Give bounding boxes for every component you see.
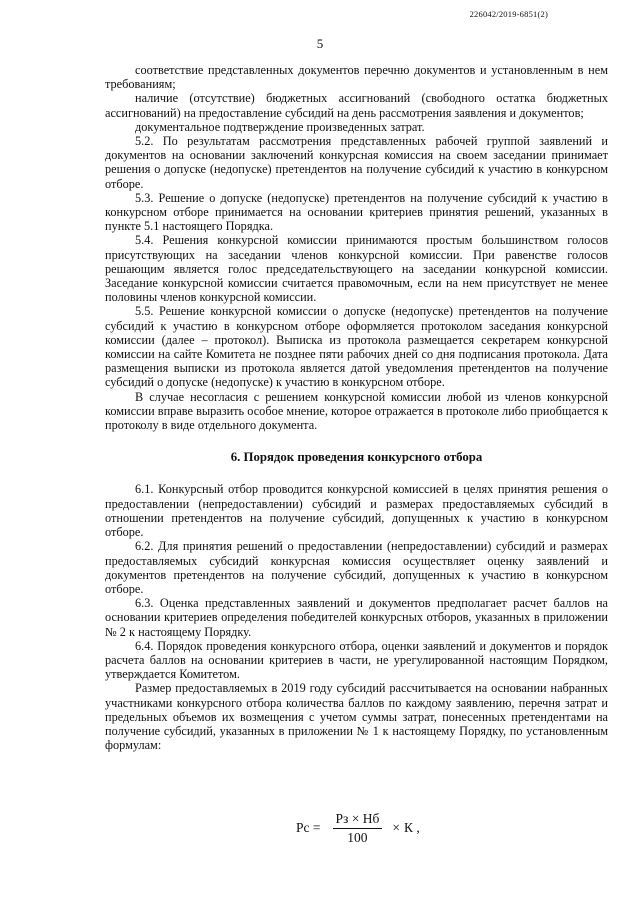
formula-times: × — [392, 820, 400, 835]
paragraph: документальное подтверждение произведенных затрат. — [135, 119, 425, 134]
paragraph: В случае несогласия с решением конкурсной комиссии любой из членов конкурсной комиссии вправе выразить особое мнение, которое отражается в протоколе либо приобщается к протоколу в виде отдельного документа. — [105, 389, 608, 433]
doc-id: 226042/2019-6851(2) — [469, 9, 548, 19]
paragraph: соответствие представленных документов перечню документов и установленным в нем требованиям; — [105, 63, 608, 92]
section-heading: 6. Порядок проведения конкурсного отбора — [230, 450, 483, 465]
paragraph: 6.2. Для принятия решений о предоставлении (непредоставлении) субсидий и размерах предоставляемых субсидий конкурсная комиссия осуществляет оценку заявлений и документов претендентов на получение субсидий, допущенных к участию в конкурсном отборе. — [105, 539, 608, 596]
formula-denominator: 100 — [347, 829, 368, 845]
paragraph: наличие (отсутствие) бюджетных ассигнований (свободного остатка бюджетных ассигнований) на предоставление субсидий на день рассмотрения заявления и документов; — [105, 91, 608, 120]
formula-lhs: Рс = — [296, 820, 321, 835]
paragraph: 5.3. Решение о допуске (недопуске) претендентов на получение субсидий к участию в конкурсном отборе принимается на основании критериев принятия решений, указанных в пункте 5.1 настоящего Порядка. — [105, 190, 608, 234]
paragraph: 6.1. Конкурсный отбор проводится конкурсной комиссией в целях принятия решения о предоставлении (непредоставлении) субсидий и размерах предоставляемых субсидий в отношении претендентов на получение субсидий, допущенных к участию в конкурсном отборе. — [105, 482, 608, 540]
document-body — [105, 63, 608, 752]
formula-numerator: Рз × Нб — [333, 811, 383, 829]
paragraph: 5.4. Решения конкурсной комиссии принимаются простым большинством голосов присутствующих на заседании членов конкурсной комиссии. При равенстве голосов решающим является голос председательствующего на заседании конкурсной комиссии. Заседание конкурсной комиссии считается правомочным, если на нем присутствует не менее половины членов конкурсной комиссии. — [105, 233, 608, 305]
paragraph: 6.4. Порядок проведения конкурсного отбора, оценки заявлений и документов и порядок расчета баллов на основании критериев в части, не урегулированной настоящим Порядком, утверждается Комитетом. — [105, 638, 608, 682]
page-number: 5 — [316, 36, 324, 51]
formula — [296, 810, 420, 846]
paragraph: Размер предоставляемых в 2019 году субсидий рассчитывается на основании набранных участниками конкурсного отбора количества баллов по каждому заявлению, перечня затрат и предельных объемов их возмещения с учетом суммы затрат, понесенных претендентами на получение субсидий, указанных в приложении № 1 к настоящему Порядку, по установленным формулам: — [105, 681, 608, 753]
paragraph: 5.5. Решение конкурсной комиссии о допуске (недопуске) претендентов на получение субсидий к участию в конкурсном отборе оформляется протоколом заседания конкурсной комиссии (далее – протокол). Выписка из протокола размещается секретарем конкурсной комиссии на сайте Комитета не позднее пяти рабочих дней со дня подписания протокола. Дата размещения выписки из протокола является датой уведомления претендентов на получение субсидий о допуске (недопуске) к участию в конкурсном отборе. — [105, 304, 608, 390]
paragraph: 5.2. По результатам рассмотрения представленных рабочей группой заявлений и документов на основании заключений конкурсная комиссия на своем заседании принимает решения о допуске (недопуске) претендентов на получение субсидий к участию в конкурсном отборе. — [105, 134, 608, 191]
formula-rhs: К , — [403, 820, 420, 835]
formula-fraction — [333, 811, 383, 846]
paragraph: 6.3. Оценка представленных заявлений и документов предполагает расчет баллов на основании критериев определения победителей конкурсных отборов, указанных в приложении № 2 к настоящему Порядку. — [105, 596, 608, 639]
